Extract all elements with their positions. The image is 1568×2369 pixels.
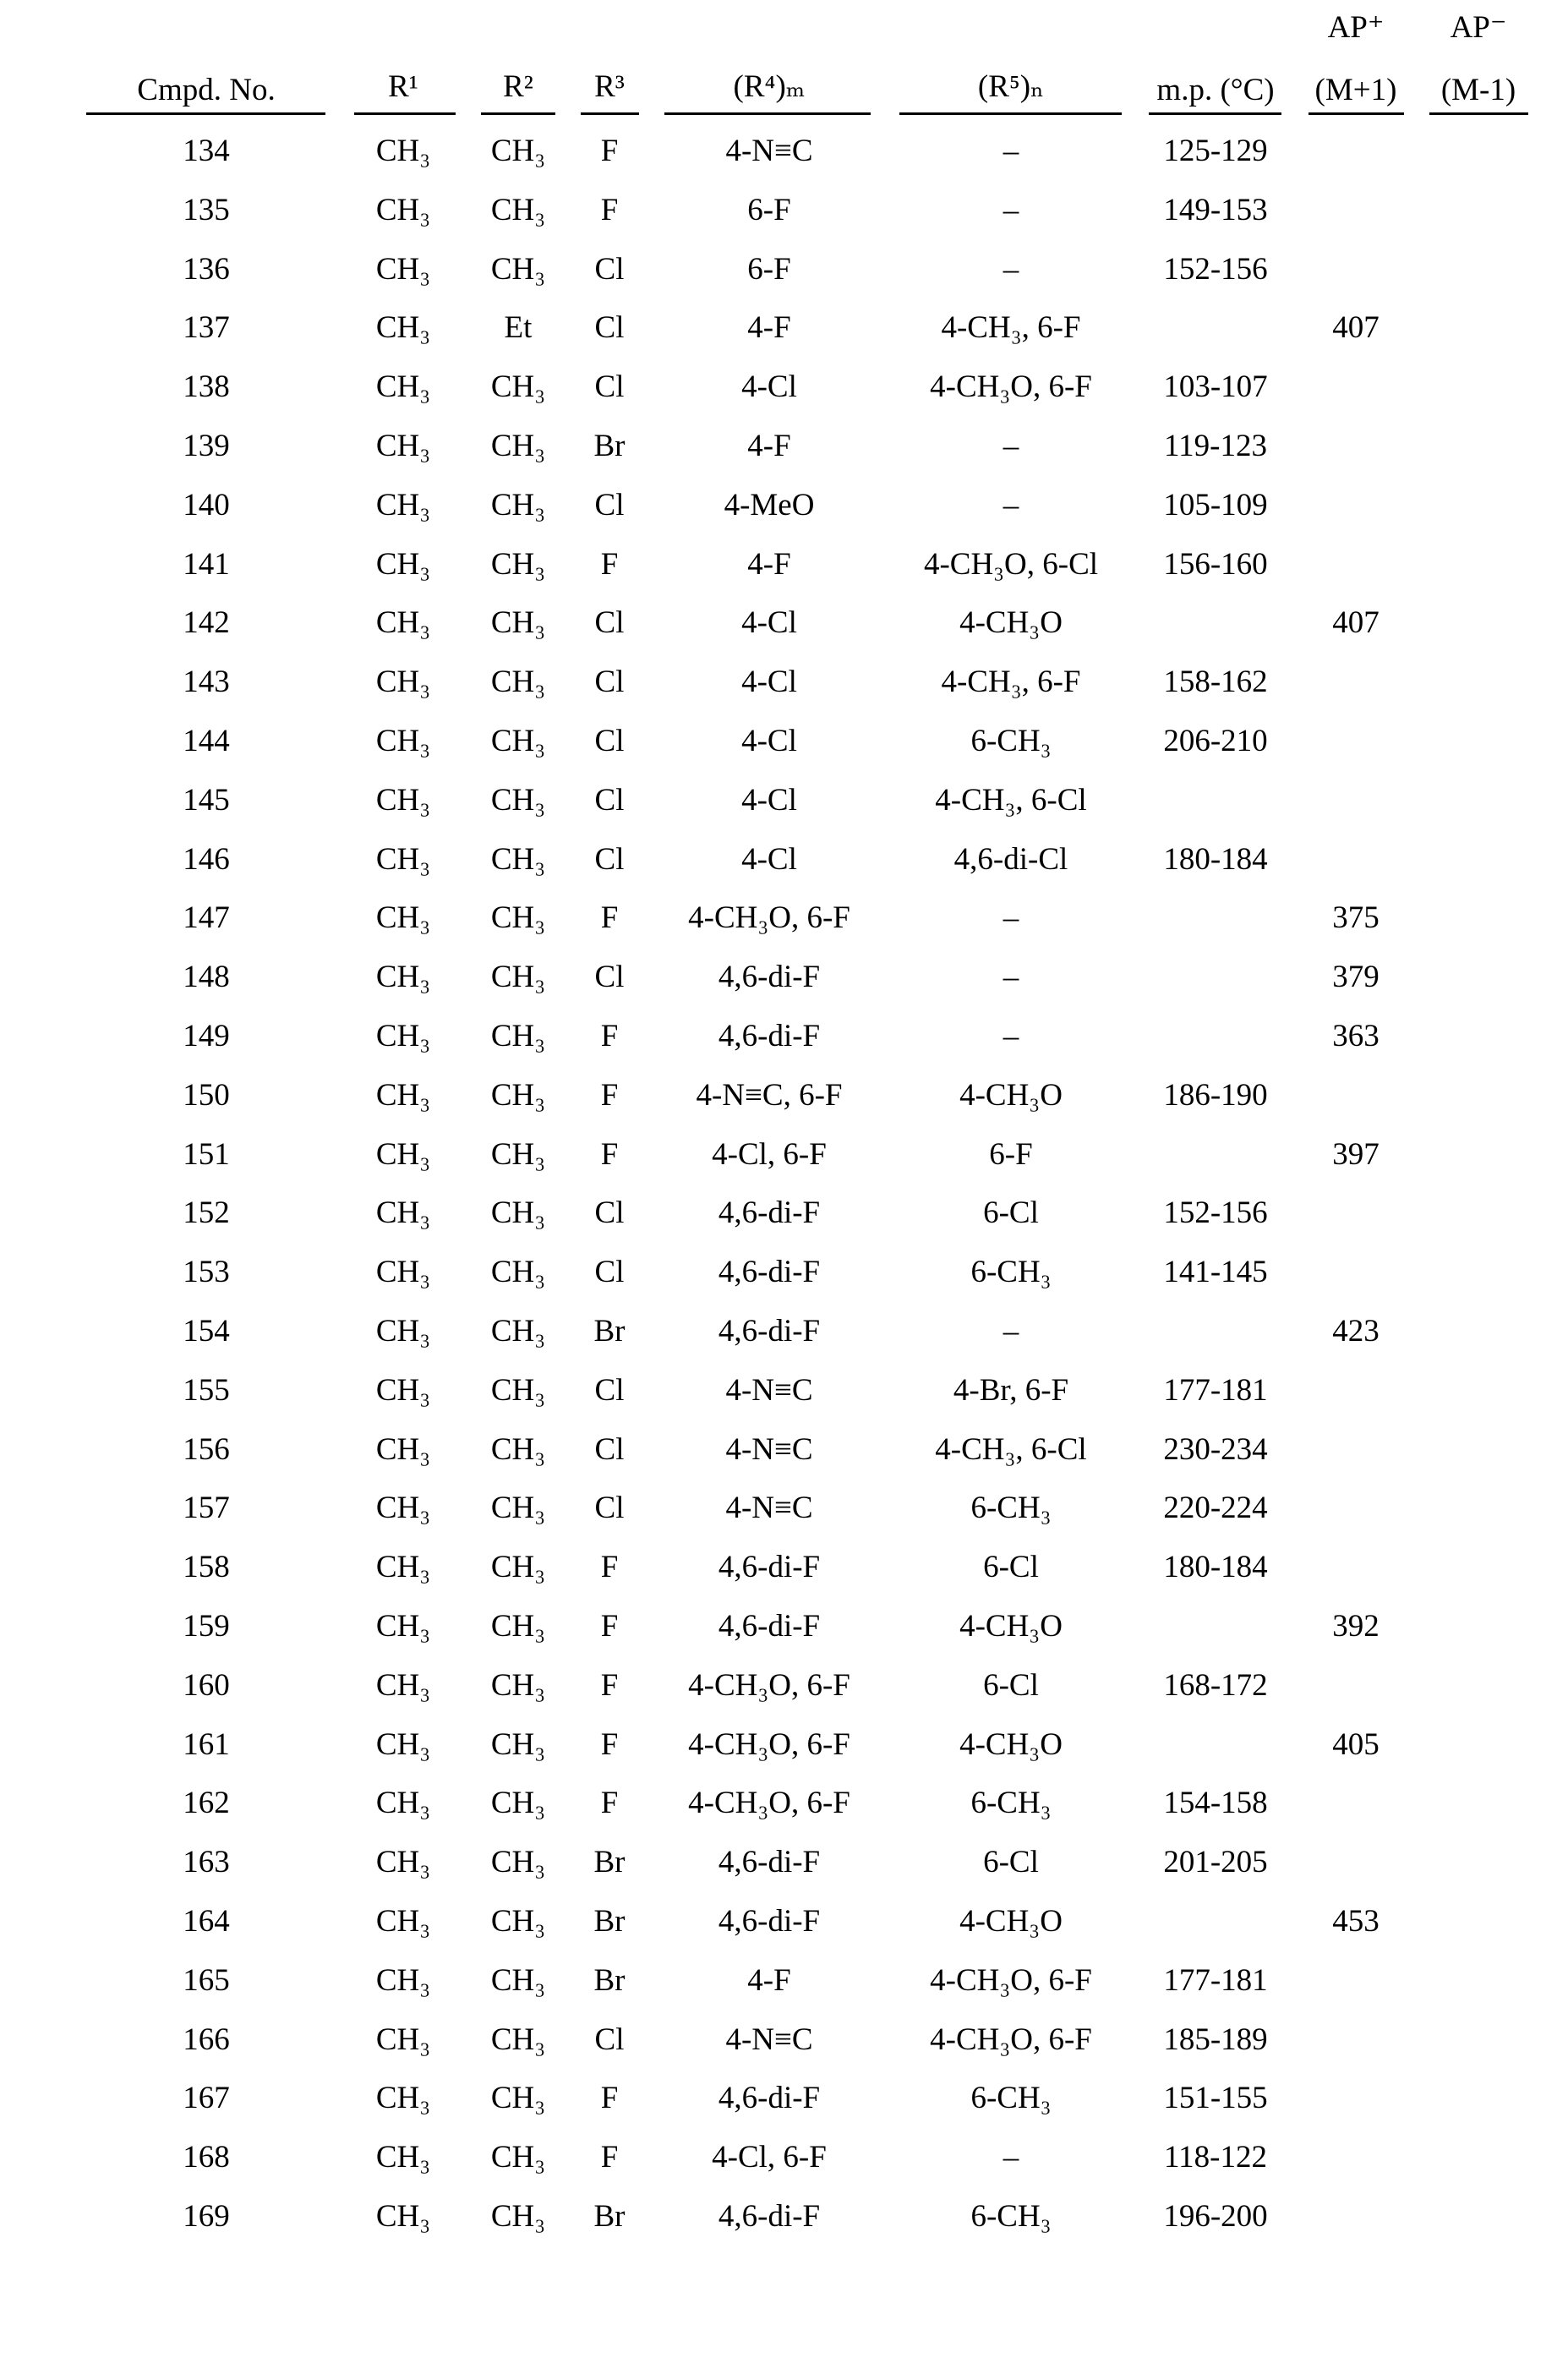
cell-r2: CH₃ — [491, 2201, 545, 2232]
cell-mp: 180-184 — [1163, 1551, 1267, 1583]
cell-r5: 6-CH₃ — [970, 725, 1051, 757]
cell-cmpd-no: 143 — [183, 666, 230, 698]
cell-r2: CH₃ — [491, 1906, 545, 1937]
cell-cmpd-no: 160 — [183, 1670, 230, 1701]
header-rule — [664, 112, 871, 115]
cell-cmpd-no: 146 — [183, 844, 230, 875]
cell-mp: 168-172 — [1163, 1670, 1267, 1701]
cell-r1: CH₃ — [376, 430, 430, 462]
cell-r2: CH₃ — [491, 1492, 545, 1524]
cell-r5: 4-Br, 6-F — [953, 1375, 1068, 1406]
cell-cmpd-no: 150 — [183, 1080, 230, 1111]
cell-r3: Cl — [595, 1375, 625, 1406]
cell-mp: 177-181 — [1163, 1965, 1267, 1996]
cell-r1: CH₃ — [376, 844, 430, 875]
cell-cmpd-no: 148 — [183, 961, 230, 993]
cell-r4: 4-MeO — [724, 490, 815, 521]
cell-r3: F — [601, 135, 619, 167]
cell-r2: CH₃ — [491, 194, 545, 226]
cell-r2: CH₃ — [491, 1316, 545, 1347]
cell-mp: 118-122 — [1164, 2142, 1267, 2173]
cell-r2: CH₃ — [491, 1020, 545, 1052]
cell-mp: 220-224 — [1163, 1492, 1267, 1524]
cell-mp: 149-153 — [1163, 194, 1267, 226]
cell-ap-plus: 405 — [1332, 1729, 1380, 1760]
cell-cmpd-no: 155 — [183, 1375, 230, 1406]
cell-mp: 151-155 — [1163, 2082, 1267, 2114]
header-ap-minus-top: AP⁻ — [1451, 12, 1507, 43]
cell-r2: CH₃ — [491, 1670, 545, 1701]
header-r4: (R⁴)ₘ — [734, 71, 806, 102]
cell-mp: 177-181 — [1163, 1375, 1267, 1406]
header-r5: (R⁵)ₙ — [978, 71, 1044, 102]
cell-r3: Br — [594, 430, 626, 462]
cell-r5: 4-CH₃, 6-F — [941, 312, 1080, 343]
cell-r1: CH₃ — [376, 1316, 430, 1347]
cell-ap-plus: 407 — [1332, 312, 1380, 343]
header-rule — [481, 112, 555, 115]
cell-r1: CH₃ — [376, 1611, 430, 1642]
cell-r3: F — [601, 1611, 619, 1642]
cell-r5: 6-Cl — [983, 1551, 1039, 1583]
cell-r4: 4,6-di-F — [718, 1256, 820, 1288]
cell-r1: CH₃ — [376, 135, 430, 167]
header-ap-minus: (M-1) — [1441, 74, 1516, 106]
cell-cmpd-no: 156 — [183, 1434, 230, 1465]
cell-r5: 6-Cl — [983, 1847, 1039, 1878]
cell-r2: CH₃ — [491, 254, 545, 285]
cell-r1: CH₃ — [376, 607, 430, 638]
cell-r3: F — [601, 2082, 619, 2114]
cell-cmpd-no: 138 — [183, 371, 230, 402]
cell-cmpd-no: 154 — [183, 1316, 230, 1347]
cell-r3: F — [601, 1670, 619, 1701]
cell-cmpd-no: 137 — [183, 312, 230, 343]
cell-r1: CH₃ — [376, 902, 430, 933]
cell-mp: 201-205 — [1163, 1847, 1267, 1878]
cell-r3: Cl — [595, 371, 625, 402]
cell-mp: 196-200 — [1163, 2201, 1267, 2232]
header-ap-plus-top: AP⁺ — [1328, 12, 1385, 43]
cell-ap-plus: 407 — [1332, 607, 1380, 638]
cell-r5: – — [1003, 1316, 1019, 1347]
cell-r4: 4,6-di-F — [718, 1551, 820, 1583]
cell-r2: CH₃ — [491, 2082, 545, 2114]
cell-r4: 4-F — [747, 312, 790, 343]
cell-r4: 4-CH₃O, 6-F — [688, 902, 850, 933]
cell-r1: CH₃ — [376, 490, 430, 521]
cell-mp: 152-156 — [1163, 254, 1267, 285]
cell-mp: 230-234 — [1163, 1434, 1267, 1465]
cell-r1: CH₃ — [376, 1375, 430, 1406]
cell-r3: Br — [594, 1316, 626, 1347]
cell-r3: Cl — [595, 312, 625, 343]
cell-r4: 4-N≡C — [725, 1375, 812, 1406]
cell-r2: CH₃ — [491, 430, 545, 462]
cell-r4: 4-F — [747, 1965, 790, 1996]
cell-cmpd-no: 149 — [183, 1020, 230, 1052]
cell-r1: CH₃ — [376, 371, 430, 402]
cell-r5: 6-CH₃ — [970, 2201, 1051, 2232]
cell-r3: Br — [594, 1847, 626, 1878]
cell-r3: Cl — [595, 785, 625, 816]
cell-r1: CH₃ — [376, 1434, 430, 1465]
cell-r5: 6-CH₃ — [970, 2082, 1051, 2114]
cell-r5: – — [1003, 490, 1019, 521]
header-rule — [1149, 112, 1281, 115]
cell-mp: 158-162 — [1163, 666, 1267, 698]
cell-cmpd-no: 166 — [183, 2024, 230, 2055]
cell-r3: F — [601, 2142, 619, 2173]
cell-r4: 4,6-di-F — [718, 1906, 820, 1937]
cell-r3: F — [601, 1020, 619, 1052]
cell-r4: 4-F — [747, 430, 790, 462]
header-rule — [899, 112, 1122, 115]
header-rule — [1429, 112, 1528, 115]
cell-r2: CH₃ — [491, 725, 545, 757]
cell-mp: 141-145 — [1163, 1256, 1267, 1288]
cell-r5: 6-F — [989, 1139, 1032, 1170]
cell-r1: CH₃ — [376, 1197, 430, 1228]
cell-r5: – — [1003, 194, 1019, 226]
cell-r5: 4-CH₃O, 6-F — [930, 371, 1092, 402]
cell-cmpd-no: 159 — [183, 1611, 230, 1642]
cell-r5: 4-CH₃, 6-F — [941, 666, 1080, 698]
cell-r1: CH₃ — [376, 1020, 430, 1052]
cell-r2: CH₃ — [491, 1611, 545, 1642]
cell-r4: 4-Cl — [741, 371, 797, 402]
cell-ap-plus: 379 — [1332, 961, 1380, 993]
cell-r4: 6-F — [747, 194, 790, 226]
cell-r4: 4-Cl — [741, 666, 797, 698]
cell-r4: 4-Cl — [741, 607, 797, 638]
cell-r1: CH₃ — [376, 1256, 430, 1288]
cell-mp: 180-184 — [1163, 844, 1267, 875]
cell-mp: 119-123 — [1164, 430, 1267, 462]
cell-r1: CH₃ — [376, 725, 430, 757]
cell-cmpd-no: 147 — [183, 902, 230, 933]
cell-r4: 4,6-di-F — [718, 1020, 820, 1052]
cell-r1: CH₃ — [376, 1080, 430, 1111]
cell-r2: CH₃ — [491, 1965, 545, 1996]
cell-r2: CH₃ — [491, 1080, 545, 1111]
cell-r5: 4-CH₃, 6-Cl — [935, 1434, 1086, 1465]
cell-r3: F — [601, 549, 619, 580]
cell-r2: CH₃ — [491, 490, 545, 521]
cell-r2: CH₃ — [491, 902, 545, 933]
cell-r3: F — [601, 1139, 619, 1170]
cell-r1: CH₃ — [376, 254, 430, 285]
cell-r3: Cl — [595, 844, 625, 875]
cell-r3: Cl — [595, 607, 625, 638]
cell-r3: F — [601, 194, 619, 226]
cell-r5: 6-Cl — [983, 1197, 1039, 1228]
cell-r3: Br — [594, 1965, 626, 1996]
cell-r3: F — [601, 1551, 619, 1583]
cell-r4: 4,6-di-F — [718, 2201, 820, 2232]
cell-r5: – — [1003, 2142, 1019, 2173]
cell-cmpd-no: 169 — [183, 2201, 230, 2232]
cell-r1: CH₃ — [376, 1847, 430, 1878]
cell-cmpd-no: 135 — [183, 194, 230, 226]
cell-cmpd-no: 139 — [183, 430, 230, 462]
cell-r4: 4-N≡C — [725, 1434, 812, 1465]
cell-r5: – — [1003, 430, 1019, 462]
cell-r2: CH₃ — [491, 1256, 545, 1288]
cell-r2: Et — [505, 312, 533, 343]
cell-r3: Br — [594, 2201, 626, 2232]
cell-r3: F — [601, 1080, 619, 1111]
cell-cmpd-no: 162 — [183, 1787, 230, 1819]
cell-r2: CH₃ — [491, 666, 545, 698]
cell-r1: CH₃ — [376, 666, 430, 698]
cell-cmpd-no: 136 — [183, 254, 230, 285]
cell-r4: 4-N≡C — [725, 135, 812, 167]
cell-r1: CH₃ — [376, 1906, 430, 1937]
cell-r4: 6-F — [747, 254, 790, 285]
cell-r1: CH₃ — [376, 549, 430, 580]
cell-r4: 4,6-di-F — [718, 1847, 820, 1878]
cell-r3: F — [601, 1787, 619, 1819]
cell-r4: 4,6-di-F — [718, 1197, 820, 1228]
cell-r4: 4-CH₃O, 6-F — [688, 1787, 850, 1819]
header-rule — [581, 112, 639, 115]
cell-cmpd-no: 161 — [183, 1729, 230, 1760]
cell-r2: CH₃ — [491, 135, 545, 167]
cell-r2: CH₃ — [491, 549, 545, 580]
cell-r1: CH₃ — [376, 785, 430, 816]
cell-r4: 4-F — [747, 549, 790, 580]
cell-r4: 4-Cl, 6-F — [712, 1139, 827, 1170]
cell-r1: CH₃ — [376, 2024, 430, 2055]
cell-r3: Cl — [595, 961, 625, 993]
header-mp: m.p. (°C) — [1156, 74, 1274, 106]
cell-ap-plus: 397 — [1332, 1139, 1380, 1170]
cell-r1: CH₃ — [376, 312, 430, 343]
cell-r5: 4-CH₃O — [959, 1080, 1063, 1111]
cell-r5: 4-CH₃O, 6-F — [930, 2024, 1092, 2055]
header-rule — [354, 112, 456, 115]
cell-r4: 4-Cl — [741, 844, 797, 875]
cell-r5: 6-Cl — [983, 1670, 1039, 1701]
header-r2: R² — [503, 71, 533, 102]
cell-ap-plus: 392 — [1332, 1611, 1380, 1642]
cell-cmpd-no: 151 — [183, 1139, 230, 1170]
cell-mp: 105-109 — [1163, 490, 1267, 521]
cell-r2: CH₃ — [491, 844, 545, 875]
cell-r4: 4-N≡C — [725, 1492, 812, 1524]
cell-r2: CH₃ — [491, 2142, 545, 2173]
cell-r3: Cl — [595, 1197, 625, 1228]
cell-r2: CH₃ — [491, 1197, 545, 1228]
cell-r4: 4-CH₃O, 6-F — [688, 1670, 850, 1701]
cell-mp: 125-129 — [1163, 135, 1267, 167]
cell-mp: 103-107 — [1163, 371, 1267, 402]
cell-r3: Cl — [595, 666, 625, 698]
cell-r5: 6-CH₃ — [970, 1256, 1051, 1288]
cell-cmpd-no: 157 — [183, 1492, 230, 1524]
cell-r4: 4,6-di-F — [718, 2082, 820, 2114]
cell-r3: Cl — [595, 725, 625, 757]
cell-r3: F — [601, 902, 619, 933]
cell-r4: 4,6-di-F — [718, 961, 820, 993]
cell-r5: 4-CH₃O — [959, 1729, 1063, 1760]
cell-r3: Cl — [595, 254, 625, 285]
cell-cmpd-no: 168 — [183, 2142, 230, 2173]
cell-cmpd-no: 141 — [183, 549, 230, 580]
cell-r5: 6-CH₃ — [970, 1492, 1051, 1524]
cell-r3: Cl — [595, 1492, 625, 1524]
cell-r2: CH₃ — [491, 1847, 545, 1878]
cell-r4: 4-Cl — [741, 785, 797, 816]
cell-r2: CH₃ — [491, 2024, 545, 2055]
cell-r4: 4-Cl — [741, 725, 797, 757]
cell-cmpd-no: 134 — [183, 135, 230, 167]
cell-r2: CH₃ — [491, 371, 545, 402]
cell-cmpd-no: 142 — [183, 607, 230, 638]
cell-mp: 154-158 — [1163, 1787, 1267, 1819]
cell-ap-plus: 453 — [1332, 1906, 1380, 1937]
cell-r1: CH₃ — [376, 2201, 430, 2232]
cell-r2: CH₃ — [491, 607, 545, 638]
cell-r5: 4-CH₃O, 6-F — [930, 1965, 1092, 1996]
cell-cmpd-no: 158 — [183, 1551, 230, 1583]
cell-r2: CH₃ — [491, 1551, 545, 1583]
cell-mp: 186-190 — [1163, 1080, 1267, 1111]
cell-r3: Cl — [595, 1256, 625, 1288]
cell-r1: CH₃ — [376, 2082, 430, 2114]
cell-r4: 4,6-di-F — [718, 1611, 820, 1642]
cell-r5: 4-CH₃O — [959, 1611, 1063, 1642]
cell-r3: Cl — [595, 1434, 625, 1465]
cell-cmpd-no: 153 — [183, 1256, 230, 1288]
cell-cmpd-no: 145 — [183, 785, 230, 816]
cell-r2: CH₃ — [491, 785, 545, 816]
cell-r1: CH₃ — [376, 961, 430, 993]
cell-r2: CH₃ — [491, 1375, 545, 1406]
cell-cmpd-no: 140 — [183, 490, 230, 521]
cell-r5: 4-CH₃, 6-Cl — [935, 785, 1086, 816]
cell-cmpd-no: 167 — [183, 2082, 230, 2114]
cell-r3: F — [601, 1729, 619, 1760]
cell-mp: 152-156 — [1163, 1197, 1267, 1228]
cell-r4: 4-N≡C, 6-F — [697, 1080, 843, 1111]
header-r3: R³ — [594, 71, 625, 102]
cell-cmpd-no: 164 — [183, 1906, 230, 1937]
header-r1: R¹ — [388, 71, 418, 102]
cell-r4: 4-Cl, 6-F — [712, 2142, 827, 2173]
cell-ap-plus: 423 — [1332, 1316, 1380, 1347]
cell-r2: CH₃ — [491, 1434, 545, 1465]
cell-r3: Cl — [595, 2024, 625, 2055]
header-ap-plus: (M+1) — [1315, 74, 1397, 106]
cell-r5: 4-CH₃O — [959, 607, 1063, 638]
cell-r3: Br — [594, 1906, 626, 1937]
cell-r1: CH₃ — [376, 1551, 430, 1583]
cell-r5: – — [1003, 135, 1019, 167]
cell-cmpd-no: 165 — [183, 1965, 230, 1996]
cell-r1: CH₃ — [376, 1492, 430, 1524]
header-rule — [86, 112, 325, 115]
cell-r4: 4-CH₃O, 6-F — [688, 1729, 850, 1760]
cell-r2: CH₃ — [491, 961, 545, 993]
cell-r1: CH₃ — [376, 1139, 430, 1170]
cell-r1: CH₃ — [376, 1965, 430, 1996]
cell-ap-plus: 375 — [1332, 902, 1380, 933]
cell-r1: CH₃ — [376, 2142, 430, 2173]
cell-r5: 4-CH₃O, 6-Cl — [924, 549, 1098, 580]
cell-r5: 4-CH₃O — [959, 1906, 1063, 1937]
cell-r1: CH₃ — [376, 194, 430, 226]
cell-r4: 4,6-di-F — [718, 1316, 820, 1347]
cell-r1: CH₃ — [376, 1729, 430, 1760]
cell-r2: CH₃ — [491, 1787, 545, 1819]
cell-r4: 4-N≡C — [725, 2024, 812, 2055]
header-rule — [1308, 112, 1404, 115]
cell-r1: CH₃ — [376, 1787, 430, 1819]
cell-mp: 156-160 — [1163, 549, 1267, 580]
cell-r5: 4,6-di-Cl — [954, 844, 1068, 875]
cell-cmpd-no: 144 — [183, 725, 230, 757]
cell-r1: CH₃ — [376, 1670, 430, 1701]
cell-r5: – — [1003, 961, 1019, 993]
cell-r5: 6-CH₃ — [970, 1787, 1051, 1819]
cell-r2: CH₃ — [491, 1729, 545, 1760]
cell-r5: – — [1003, 902, 1019, 933]
cell-r5: – — [1003, 1020, 1019, 1052]
cell-cmpd-no: 163 — [183, 1847, 230, 1878]
cell-r3: Cl — [595, 490, 625, 521]
header-cmpd-no: Cmpd. No. — [137, 74, 275, 106]
cell-cmpd-no: 152 — [183, 1197, 230, 1228]
cell-ap-plus: 363 — [1332, 1020, 1380, 1052]
cell-mp: 185-189 — [1163, 2024, 1267, 2055]
cell-r2: CH₃ — [491, 1139, 545, 1170]
cell-mp: 206-210 — [1163, 725, 1267, 757]
cell-r5: – — [1003, 254, 1019, 285]
